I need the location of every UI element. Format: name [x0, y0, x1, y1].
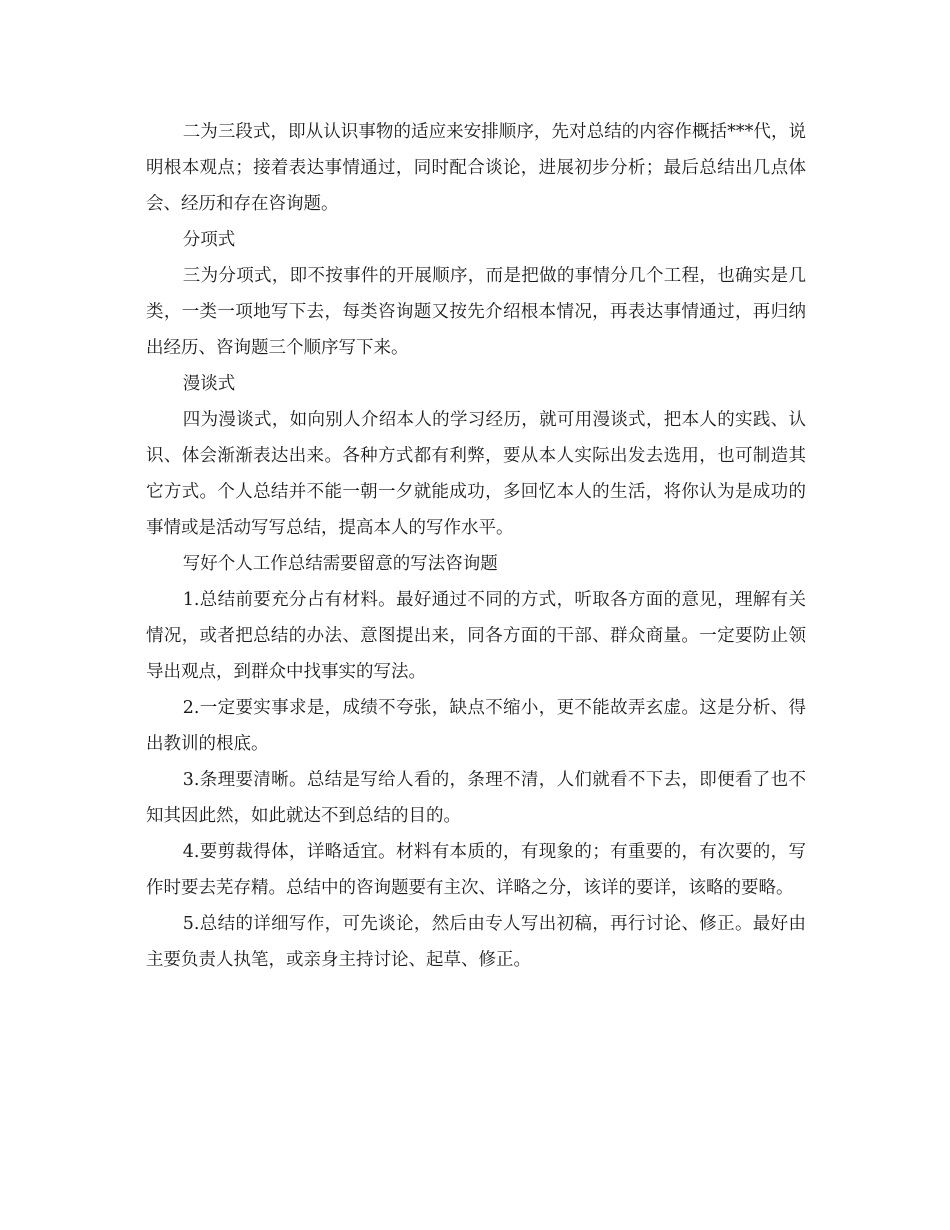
paragraph-three-section-style: 二为三段式，即从认识事物的适应来安排顺序，先对总结的内容作概括***代，说明根本观点；接着表达事情通过，同时配合谈论，进展初步分析；最后总结出几点体会、经历和存在咨询题。: [146, 122, 806, 214]
paragraph-informal-style: 四为漫谈式，如向别人介绍本人的学习经历，就可用漫谈式，把本人的实践、认识、体会渐渐表达出来。各种方式都有利弊，要从本人实际出发去选用，也可制造其它方式。个人总结并不能一朝一夕就能成功，多回忆本人的生活，将你认为是成功的事情或是活动写写总结，提高本人的写作水平。: [146, 410, 806, 538]
document-page: [146, 114, 806, 978]
paragraph-note-3: 3.条理要清晰。总结是写给人看的，条理不清，人们就看不下去，即便看了也不知其因此然，如此就达不到总结的目的。: [146, 770, 806, 826]
heading-informal-style: 漫谈式: [182, 374, 236, 394]
paragraph-note-5: 5.总结的详细写作，可先谈论，然后由专人写出初稿，再行讨论、修正。最好由主要负责人执笔，或亲身主持讨论、起草、修正。: [146, 914, 806, 970]
paragraph-itemized-style: 三为分项式，即不按事件的开展顺序，而是把做的事情分几个工程，也确实是几类，一类一项地写下去，每类咨询题又按先介绍根本情况，再表达事情通过，再归纳出经历、咨询题三个顺序写下来。: [146, 266, 806, 358]
paragraph-note-2: 2.一定要实事求是，成绩不夸张，缺点不缩小，更不能故弄玄虚。这是分析、得出教训的根底。: [146, 698, 806, 754]
paragraph-note-1: 1.总结前要充分占有材料。最好通过不同的方式，听取各方面的意见，理解有关情况，或者把总结的办法、意图提出来，同各方面的干部、群众商量。一定要防止领导出观点，到群众中找事实的写法。: [146, 590, 806, 682]
heading-writing-notes: 写好个人工作总结需要留意的写法咨询题: [182, 554, 498, 574]
heading-itemized-style: 分项式: [182, 230, 236, 250]
paragraph-note-4: 4.要剪裁得体，详略适宜。材料有本质的，有现象的；有重要的，有次要的，写作时要去芜存精。总结中的咨询题要有主次、详略之分，该详的要详，该略的要略。: [146, 842, 806, 898]
